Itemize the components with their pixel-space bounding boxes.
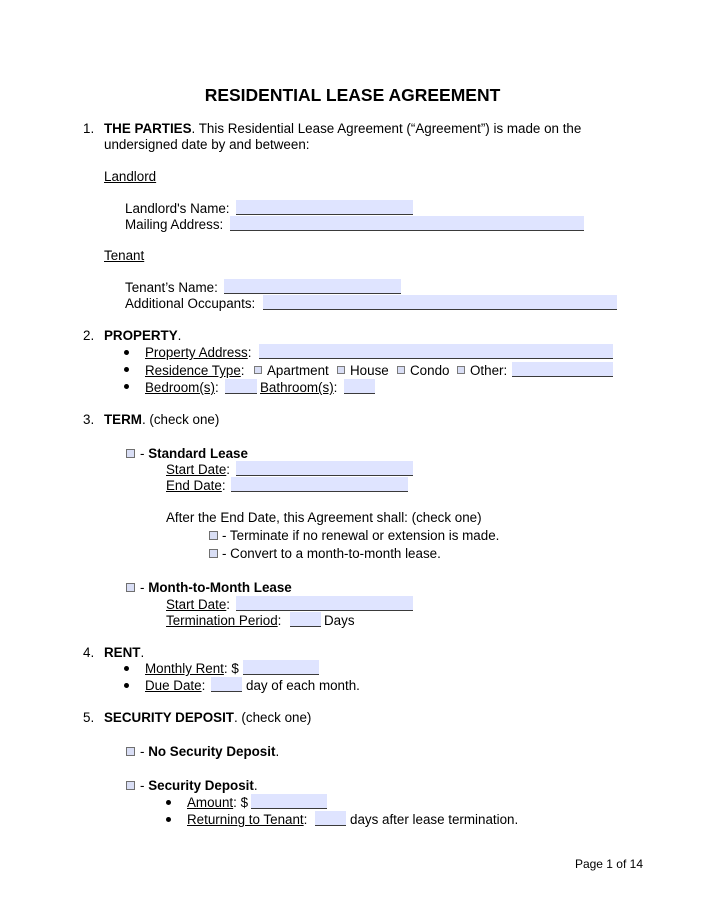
- section-3-instruction: . (check one): [141, 412, 220, 427]
- convert-checkbox[interactable]: [209, 549, 218, 558]
- amount-label: Amount: [187, 795, 234, 810]
- month-to-month-row: [140, 580, 292, 596]
- monthly-rent-label: Monthly Rent: [145, 661, 224, 676]
- residence-type-label: Residence Type: [145, 363, 241, 378]
- month-to-month-label: Month-to-Month Lease: [148, 580, 292, 595]
- section-3-number: 3.: [83, 412, 95, 427]
- condo-checkbox[interactable]: [397, 366, 405, 374]
- security-deposit-label: Security Deposit: [148, 778, 254, 793]
- other-label: Other:: [470, 363, 508, 378]
- terminate-checkbox[interactable]: [209, 531, 218, 540]
- returning-label: Returning to Tenant: [187, 812, 304, 827]
- other-field[interactable]: [512, 362, 613, 377]
- section-5-title: [104, 710, 311, 726]
- colon: :: [247, 345, 252, 360]
- tenant-heading: Tenant: [104, 248, 145, 263]
- section-5-heading: SECURITY DEPOSIT: [104, 710, 234, 725]
- dollar-sign: : $: [223, 661, 239, 676]
- dollar-sign: : $: [233, 795, 249, 810]
- m2m-start-date-label: Start Date: [166, 597, 227, 612]
- month-to-month-checkbox[interactable]: [126, 583, 135, 592]
- termination-period-row: [166, 613, 281, 629]
- monthly-rent-field[interactable]: [243, 660, 319, 675]
- section-1-number: 1.: [83, 121, 95, 136]
- period: .: [275, 744, 280, 759]
- section-2-title: [104, 328, 181, 344]
- bedrooms-field[interactable]: [225, 379, 257, 394]
- section-5-number: 5.: [83, 710, 95, 725]
- apartment-label: Apartment: [267, 363, 329, 378]
- other-checkbox[interactable]: [457, 366, 465, 374]
- bullet: [124, 683, 129, 688]
- days-label: Days: [324, 613, 355, 628]
- mailing-address-label: Mailing Address:: [125, 217, 224, 232]
- bullet: [166, 817, 171, 822]
- landlord-name-field[interactable]: [236, 200, 413, 215]
- document-title: RESIDENTIAL LEASE AGREEMENT: [204, 85, 501, 105]
- termination-period-field[interactable]: [290, 612, 321, 627]
- section-4-heading: RENT: [104, 645, 141, 660]
- end-date-row: [166, 478, 226, 494]
- dash: -: [140, 580, 149, 595]
- bedrooms-row: [145, 380, 219, 396]
- monthly-rent-row: [145, 661, 239, 677]
- section-3-title: [104, 412, 219, 428]
- start-date-field[interactable]: [236, 461, 413, 476]
- landlord-name-label: Landlord's Name:: [125, 201, 230, 216]
- page-number: Page 1 of 14: [574, 857, 643, 871]
- colon: :: [221, 478, 226, 493]
- due-date-row: [145, 678, 205, 694]
- section-2-heading: PROPERTY: [104, 328, 178, 343]
- security-deposit-row: [140, 778, 258, 794]
- house-label: House: [350, 363, 389, 378]
- bullet: [166, 800, 171, 805]
- deposit-amount-field[interactable]: [251, 794, 327, 809]
- returning-days-field[interactable]: [315, 811, 346, 826]
- dash: -: [140, 778, 149, 793]
- section-4-number: 4.: [83, 645, 95, 660]
- section-3-heading: TERM: [104, 412, 142, 427]
- amount-row: [187, 795, 248, 811]
- colon: :: [226, 462, 231, 477]
- dash: -: [140, 446, 149, 461]
- section-1-heading: THE PARTIES: [104, 121, 192, 136]
- terminate-label: - Terminate if no renewal or extension is made.: [222, 528, 500, 543]
- residence-type-row: [145, 363, 245, 379]
- section-2-number: 2.: [83, 328, 95, 343]
- days-after-termination-text: days after lease termination.: [350, 812, 519, 827]
- section-1-intro-line2: undersigned date by and between:: [104, 137, 310, 152]
- due-date-field[interactable]: [211, 677, 242, 692]
- colon: :: [226, 597, 231, 612]
- security-deposit-checkbox[interactable]: [126, 781, 135, 790]
- bullet: [124, 350, 129, 355]
- tenant-name-field[interactable]: [224, 279, 401, 294]
- returning-row: [187, 812, 307, 828]
- tenant-name-label: Tenant’s Name:: [125, 280, 218, 295]
- section-4-title: [104, 645, 144, 661]
- no-security-deposit-checkbox[interactable]: [126, 747, 135, 756]
- termination-period-label: Termination Period: [166, 613, 278, 628]
- property-address-label: Property Address: [145, 345, 248, 360]
- colon: :: [214, 380, 219, 395]
- day-of-each-month-text: day of each month.: [246, 678, 360, 693]
- mailing-address-field[interactable]: [230, 216, 584, 231]
- bathrooms-label: Bathroom(s): [260, 380, 334, 395]
- convert-label: - Convert to a month-to-month lease.: [222, 546, 441, 561]
- section-1-text: [104, 121, 581, 137]
- start-date-label: Start Date: [166, 462, 227, 477]
- bullet: [124, 666, 129, 671]
- colon: :: [333, 380, 338, 395]
- colon: :: [277, 613, 282, 628]
- property-address-row: [145, 345, 251, 361]
- colon: :: [240, 363, 245, 378]
- condo-label: Condo: [410, 363, 450, 378]
- bullet: [124, 384, 129, 389]
- standard-lease-checkbox[interactable]: [126, 449, 135, 458]
- bedrooms-label: Bedroom(s): [145, 380, 215, 395]
- start-date-row: [166, 462, 230, 478]
- after-end-date-text: After the End Date, this Agreement shall: (check one): [166, 510, 482, 525]
- bullet: [124, 367, 129, 372]
- no-security-deposit-label: No Security Deposit: [148, 744, 276, 759]
- colon: :: [201, 678, 206, 693]
- m2m-start-date-field[interactable]: [236, 596, 413, 611]
- end-date-field[interactable]: [231, 477, 408, 492]
- landlord-heading: Landlord: [104, 169, 157, 184]
- section-5-instruction: . (check one): [233, 710, 312, 725]
- period: .: [253, 778, 258, 793]
- colon: :: [303, 812, 308, 827]
- dash: -: [140, 744, 149, 759]
- section-4-period: .: [140, 645, 145, 660]
- bathrooms-row: [260, 380, 337, 396]
- standard-lease-label: Standard Lease: [148, 446, 248, 461]
- apartment-checkbox[interactable]: [254, 366, 262, 374]
- due-date-label: Due Date: [145, 678, 202, 693]
- additional-occupants-label: Additional Occupants:: [125, 296, 256, 311]
- bathrooms-field[interactable]: [344, 379, 375, 394]
- house-checkbox[interactable]: [337, 366, 345, 374]
- standard-lease-row: [140, 446, 248, 462]
- end-date-label: End Date: [166, 478, 222, 493]
- no-security-deposit-row: [140, 744, 279, 760]
- section-1-intro: . This Residential Lease Agreement (“Agreement”) is made on the: [191, 121, 582, 136]
- additional-occupants-field[interactable]: [263, 295, 617, 310]
- m2m-start-date-row: [166, 597, 230, 613]
- property-address-field[interactable]: [259, 344, 613, 359]
- section-2-period: .: [177, 328, 182, 343]
